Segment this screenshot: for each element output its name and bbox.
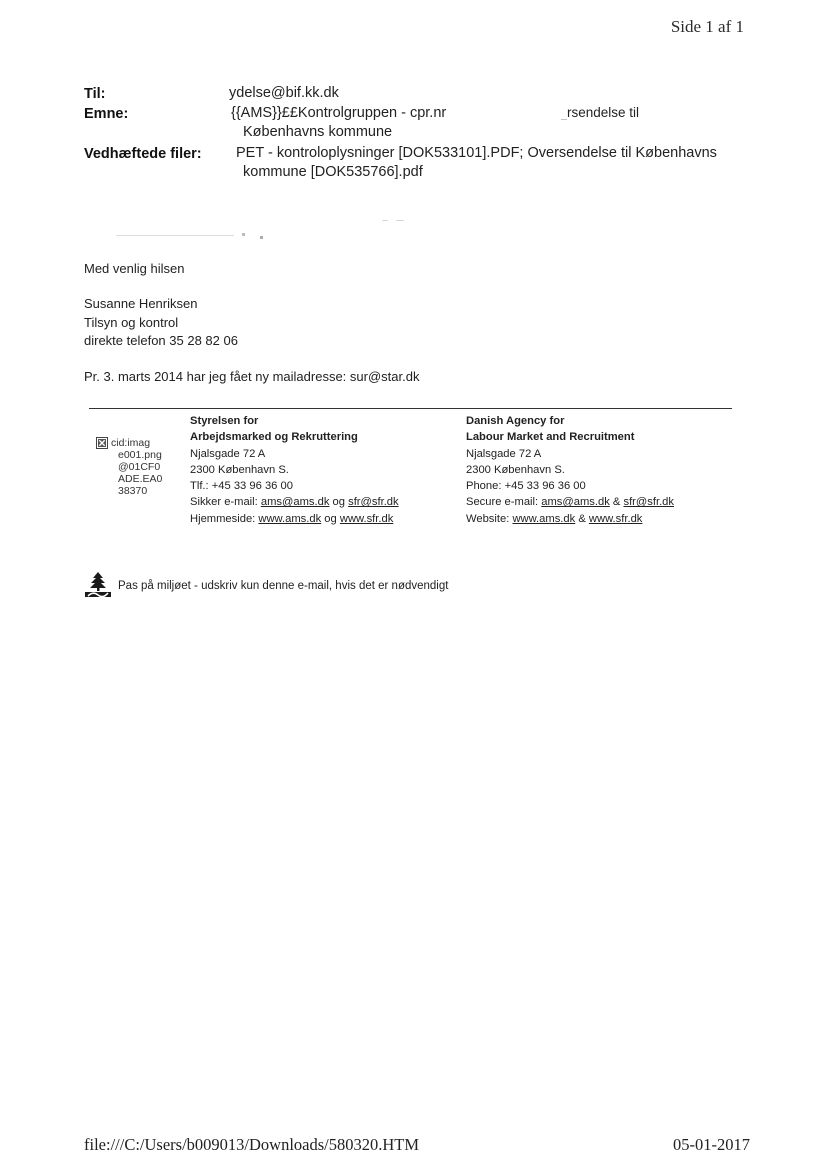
org-name-line2: Arbejdsmarked og Rekruttering xyxy=(190,431,358,444)
street: Njalsgade 72 A xyxy=(190,447,266,460)
email-link-ams[interactable]: ams@ams.dk xyxy=(260,496,330,509)
city: 2300 København S. xyxy=(190,463,289,476)
phone: Tlf.: +45 33 96 36 00 xyxy=(190,480,293,493)
attachments-label: Vedhæftede filer: xyxy=(84,146,202,162)
to-label: Til: xyxy=(84,86,106,102)
subject-label: Emne: xyxy=(84,106,129,122)
page-number: Side 1 af 1 xyxy=(670,17,744,36)
web-link-sfr[interactable]: www.sfr.dk xyxy=(588,512,643,525)
city: 2300 København S. xyxy=(466,463,565,476)
subject-value-start: {{AMS}}££Kontrolgruppen - cpr.nr xyxy=(231,105,447,121)
signature-name: Susanne Henriksen xyxy=(84,296,198,311)
phone: Phone: +45 33 96 36 00 xyxy=(466,480,586,493)
subject-value-line2: Københavns kommune xyxy=(243,124,393,140)
broken-image-icon xyxy=(96,436,108,448)
email-link-sfr[interactable]: sfr@sfr.dk xyxy=(348,496,399,509)
footer-file-path: file:///C:/Users/b009013/Downloads/580320.HTM xyxy=(84,1135,420,1154)
email-link-ams[interactable]: ams@ams.dk xyxy=(541,496,610,509)
image-cid-line: e001.png xyxy=(118,449,162,461)
redaction-trace xyxy=(242,233,245,236)
redaction-trace xyxy=(116,235,234,236)
redaction-trace xyxy=(561,119,567,120)
web-link-ams[interactable]: www.ams.dk xyxy=(512,512,576,525)
subject-value-end: rsendelse til xyxy=(567,105,640,120)
secure-email-row: Sikker e-mail: ams@ams.dk og sfr@sfr.dk xyxy=(190,496,399,509)
street: Njalsgade 72 A xyxy=(466,447,542,460)
to-value: ydelse@bif.kk.dk xyxy=(229,85,339,101)
secure-email-row: Secure e-mail: ams@ams.dk & sfr@sfr.dk xyxy=(466,496,675,509)
redaction-trace xyxy=(382,220,388,221)
email-link-sfr[interactable]: sfr@sfr.dk xyxy=(623,496,675,509)
address-english xyxy=(466,413,674,527)
image-cid-line: @01CF0 xyxy=(118,461,161,473)
footer-date: 05-01-2017 xyxy=(673,1135,750,1154)
signature-divider xyxy=(89,408,732,409)
web-link-ams[interactable]: www.ams.dk xyxy=(258,512,322,525)
web-link-sfr[interactable]: www.sfr.dk xyxy=(339,512,394,525)
greeting: Med venlig hilsen xyxy=(84,261,185,276)
eco-notice: Pas på miljøet - udskriv kun denne e-mail, hvis det er nødvendigt xyxy=(118,580,449,592)
website-row: Website: www.ams.dk & www.sfr.dk xyxy=(466,512,643,525)
image-cid-line: 38370 xyxy=(118,485,148,497)
image-cid-line: cid:imag xyxy=(111,437,151,449)
address-danish xyxy=(190,413,399,527)
website-row: Hjemmeside: www.ams.dk og www.sfr.dk xyxy=(190,512,394,525)
redaction-trace xyxy=(260,236,263,239)
org-name-line1: Styrelsen for xyxy=(190,415,259,427)
signature-phone: direkte telefon 35 28 82 06 xyxy=(84,333,238,348)
org-name-line1: Danish Agency for xyxy=(466,415,565,427)
redaction-trace xyxy=(396,220,404,221)
attachments-value-line1: PET - kontroloplysninger [DOK533101].PDF; Oversendelse til Københavns xyxy=(236,145,717,161)
org-name-line2: Labour Market and Recruitment xyxy=(466,431,635,444)
tree-environment-icon xyxy=(84,571,112,598)
signature-department: Tilsyn og kontrol xyxy=(84,315,179,330)
attachments-value-line2: kommune [DOK535766].pdf xyxy=(243,164,423,180)
new-email-notice: Pr. 3. marts 2014 har jeg fået ny mailadresse: sur@star.dk xyxy=(84,369,420,384)
image-cid-line: ADE.EA0 xyxy=(118,473,163,485)
